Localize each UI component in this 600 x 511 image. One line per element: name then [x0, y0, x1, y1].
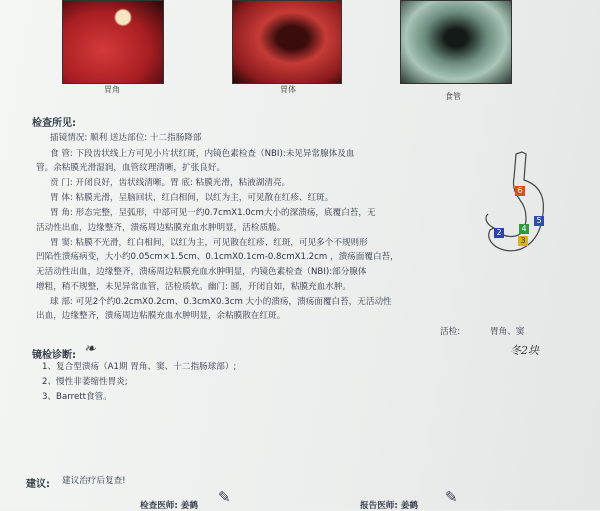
suggestion-label: 建议:	[26, 479, 50, 490]
image-caption: 食管	[445, 92, 461, 101]
handwritten-mark: ❧	[84, 341, 96, 357]
findings-line: 胃 体: 粘膜光滑，呈脑回状，红白相间，以红为主，可见散在红疹、红斑。	[50, 193, 334, 203]
findings-line: 管。余粘膜光滑湿润，血管纹理清晰，扩张良好。	[36, 163, 226, 173]
findings-line: 食 管: 下段齿状线上方可见小片状红斑，内镜色素检查（NBI):未见异常腺体及血	[50, 149, 355, 159]
biopsy-label: 活检:	[440, 327, 461, 337]
site-marker: 5	[534, 216, 544, 226]
doctor-signature: ✎	[445, 488, 458, 506]
site-marker: 3	[518, 236, 528, 246]
endoscopy-image-esophagus	[400, 0, 512, 84]
image-caption: 胃角	[104, 85, 120, 94]
examining-doctor: 检查医师: 姜鹤	[140, 501, 198, 511]
site-marker: 2	[494, 228, 504, 238]
findings-line: 活动性出血，边缘整齐，溃疡周边粘膜充血水肿明显，活检质脆。	[36, 223, 286, 233]
diagnosis-item: 1、复合型溃疡（A1期 胃角、窦、十二指肠球部）;	[42, 362, 237, 372]
diagnosis-item: 3、Barrett食管。	[42, 392, 112, 402]
reporting-doctor: 报告医师: 姜鹤	[360, 501, 418, 511]
image-caption: 胃体	[280, 85, 296, 94]
findings-line: 凹陷性溃疡病变，大小约0.05cm×1.5cm、0.1cmX0.1cm-0.8cmX1.2cm ，溃疡面覆白苔，	[36, 252, 399, 262]
diagnosis-item: 2、慢性非萎缩性胃炎;	[42, 377, 128, 387]
stomach-outline-icon	[482, 150, 552, 260]
findings-line: 无活动性出血，边缘整齐，溃疡周边粘膜充血水肿明显，内镜色素检查（NBI):部分腺体	[36, 267, 367, 277]
findings-line: 插镜情况: 顺利 送达部位: 十二指肠降部	[50, 133, 202, 143]
diagnosis-title: 镜检诊断:	[32, 350, 76, 361]
doctor-signature: ✎	[218, 488, 231, 506]
endoscopy-image-gastric-body	[232, 0, 342, 84]
endoscopy-image-gastric-angle	[62, 0, 164, 84]
findings-line: 出血，边缘整齐，溃疡周边粘膜充血水肿明显，余粘膜散在红斑。	[36, 311, 286, 321]
site-marker: 4	[519, 224, 529, 234]
site-marker: 6	[515, 186, 525, 196]
findings-line: 胃 角: 形态完整，呈弧形，中部可见一约0.7cmX1.0cm大小的深溃疡，底覆白苔，无	[50, 208, 376, 218]
suggestion-text: 建议治疗后复查!	[62, 476, 126, 486]
findings-line: 胃 窦: 粘膜不光滑，红白相间，以红为主，可见散在红疹、红斑，可见多个不规则形	[50, 238, 368, 248]
stomach-site-diagram	[482, 150, 552, 260]
biopsy-value: 胃角、窦	[490, 327, 525, 337]
findings-line: 球 部: 可见2个约0.2cmX0.2cm、0.3cmX0.3cm 大小的溃疡，溃疡面覆白苔，无活动性	[50, 297, 392, 307]
findings-line: 增粗，稍不规整，未见异常血管，活检质软。幽门: 圆，开闭自如，粘膜充血水肿。	[36, 282, 352, 292]
biopsy-handwritten-note: 冬2块	[510, 344, 539, 357]
findings-title: 检查所见:	[32, 118, 76, 129]
findings-line: 贲 门: 开闭良好，齿状线清晰。胃 底: 粘膜光滑，粘液湖清亮。	[50, 178, 291, 188]
